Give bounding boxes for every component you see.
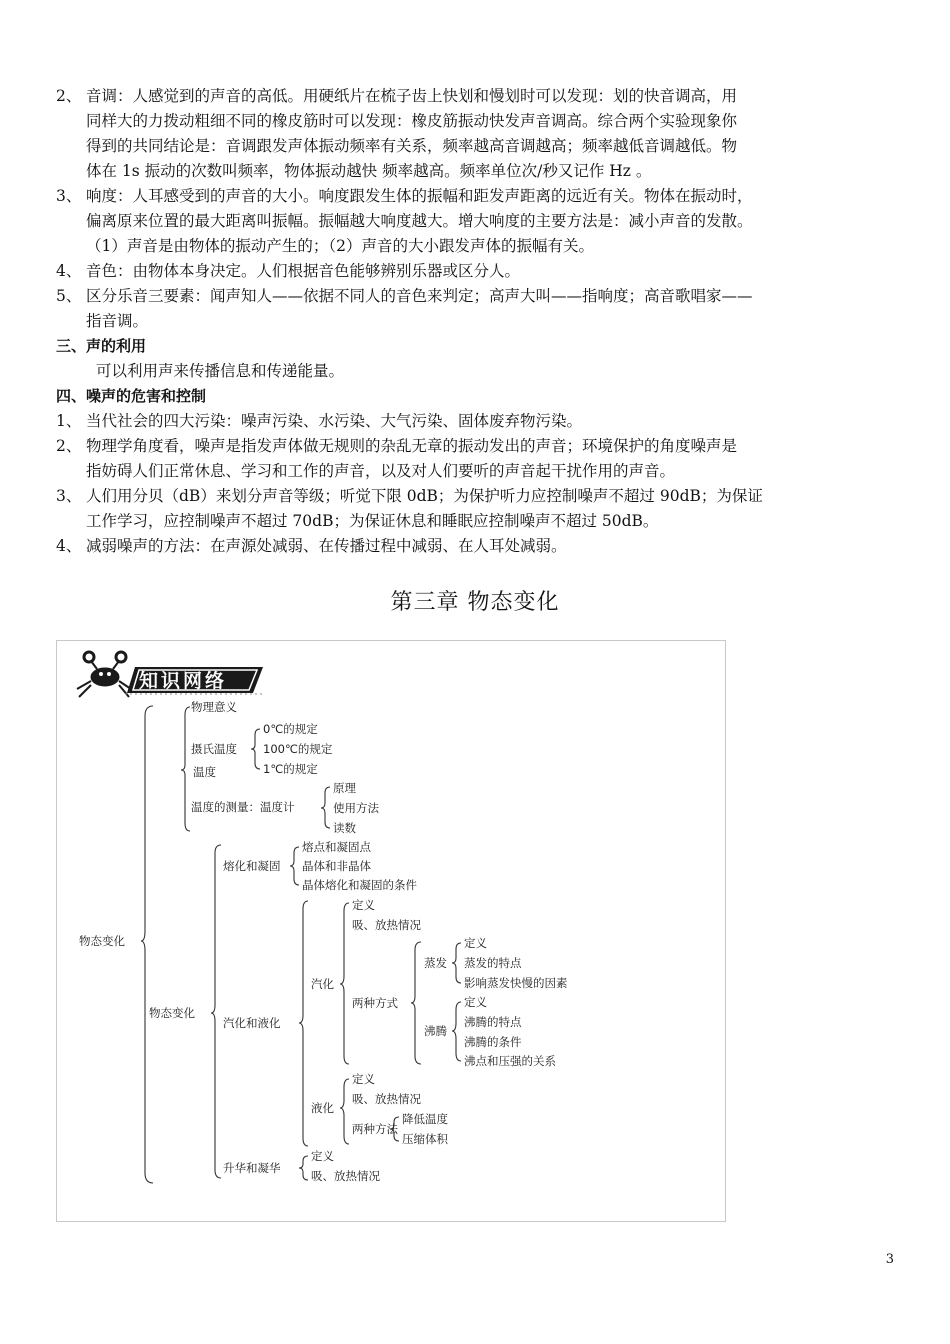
item-text-continued: 指音调。 xyxy=(86,312,149,330)
node-celsius: 摄氏温度 xyxy=(191,742,237,756)
sound-item-4 xyxy=(56,284,896,334)
leaf-measure-reading: 读数 xyxy=(333,821,356,835)
noise-item-3 xyxy=(56,484,896,534)
leaf-measure-principle: 原理 xyxy=(333,781,356,795)
chapter-title: 第三章 物态变化 xyxy=(390,590,560,615)
item-text: 当代社会的四大污染：噪声污染、水污染、大气污染、固体废弃物污染。 xyxy=(86,412,583,430)
item-text-continued: （1）声音是由物体的振动产生的；（2）声音的大小跟发声体的振幅有关。 xyxy=(86,237,594,255)
node-melting: 熔化和凝固 xyxy=(223,859,281,873)
node-liquefaction: 液化 xyxy=(311,1101,334,1115)
node-physical-meaning: 物理意义 xyxy=(191,700,237,714)
item-number: 4、 xyxy=(56,537,82,555)
item-text: 音调：人感觉到的声音的高低。用硬纸片在梳子齿上快划和慢划时可以发现：划的快音调高，用 xyxy=(86,87,738,105)
node-evaporation: 蒸发 xyxy=(424,956,447,970)
leaf-boil-feature: 沸腾的特点 xyxy=(464,1015,522,1029)
leaf-melting-condition: 晶体熔化和凝固的条件 xyxy=(302,878,417,892)
item-number: 4、 xyxy=(56,262,82,280)
noise-item-1 xyxy=(56,409,896,434)
leaf-sub-heat: 吸、放热情况 xyxy=(311,1169,380,1183)
leaf-evap-def: 定义 xyxy=(464,936,487,950)
leaf-lower-temp: 降低温度 xyxy=(402,1112,448,1126)
leaf-vapor-def: 定义 xyxy=(352,898,375,912)
leaf-melting-point: 熔点和凝固点 xyxy=(302,840,371,854)
banner xyxy=(77,652,265,697)
node-measurement: 温度的测量：温度计 xyxy=(191,800,295,814)
item-text-continued: 偏离原来位置的最大距离叫振幅。振幅越大响度越大。增大响度的主要方法是：减小声音的发散。 xyxy=(86,212,753,230)
item-text: 音色：由物体本身决定。人们根据音色能够辨别乐器或区分人。 xyxy=(86,262,521,280)
leaf-celsius-0: 0℃的规定 xyxy=(263,722,318,736)
leaf-liq-def: 定义 xyxy=(352,1072,375,1086)
node-root: 物态变化 xyxy=(79,934,125,948)
item-text: 减弱噪声的方法：在声源处减弱、在传播过程中减弱、在人耳处减弱。 xyxy=(86,537,567,555)
item-number: 3、 xyxy=(56,487,82,505)
sound-item-3 xyxy=(56,259,896,284)
body-text xyxy=(56,84,896,559)
leaf-boil-condition: 沸腾的条件 xyxy=(464,1035,522,1049)
item-text-continued: 同样大的力拨动粗细不同的橡皮筋时可以发现：橡皮筋振动快发声音调高。综合两个实验现象你 xyxy=(86,112,738,130)
item-text: 人们用分贝（dB）来划分声音等级；听觉下限 0dB；为保护听力应控制噪声不超过 90dB；为保证 xyxy=(86,487,763,505)
item-text: 区分乐音三要素：闻声知人——依据不同人的音色来判定；高声大叫——指响度；高音歌唱家—— xyxy=(86,287,753,305)
leaf-crystal: 晶体和非晶体 xyxy=(302,859,371,873)
leaf-boil-pressure: 沸点和压强的关系 xyxy=(464,1054,556,1068)
item-text-continued: 工作学习，应控制噪声不超过 70dB；为保证休息和睡眠应控制噪声不超过 50dB。 xyxy=(86,512,659,530)
leaf-compress: 压缩体积 xyxy=(402,1132,448,1146)
node-boiling: 沸腾 xyxy=(424,1024,447,1038)
diagram-labels xyxy=(79,700,568,1183)
item-number: 3、 xyxy=(56,187,82,205)
item-text-continued: 体在 1s 振动的次数叫频率，物体振动越快 频率越高。频率单位次/秒又记作 Hz 。 xyxy=(86,162,652,180)
item-number: 1、 xyxy=(56,412,82,430)
leaf-measure-usage: 使用方法 xyxy=(333,801,379,815)
node-vap-liq: 汽化和液化 xyxy=(223,1016,281,1030)
banner-title: 知识网络 xyxy=(139,670,228,692)
node-temperature: 温度 xyxy=(193,765,216,779)
node-state-change: 物态变化 xyxy=(149,1006,195,1020)
item-text-continued: 得到的共同结论是：音调跟发声体振动频率有关系，频率越高音调越高；频率越低音调越低。物 xyxy=(86,137,738,155)
item-number: 5、 xyxy=(56,287,82,305)
crab-icon xyxy=(77,652,131,697)
leaf-celsius-1: 1℃的规定 xyxy=(263,762,318,776)
node-two-ways: 两种方式 xyxy=(352,996,398,1010)
item-number: 2、 xyxy=(56,87,82,105)
node-sublimation: 升华和凝华 xyxy=(223,1161,281,1175)
noise-items xyxy=(56,409,896,559)
leaf-evap-factor: 影响蒸发快慢的因素 xyxy=(464,976,568,990)
leaf-vapor-heat: 吸、放热情况 xyxy=(352,918,421,932)
noise-item-4 xyxy=(56,534,896,559)
node-vaporization: 汽化 xyxy=(311,977,334,991)
item-text: 响度：人耳感受到的声音的大小。响度跟发生体的振幅和距发声距离的远近有关。物体在振动时， xyxy=(86,187,753,205)
item-text: 物理学角度看，噪声是指发声体做无规则的杂乱无章的振动发出的声音；环境保护的角度噪声是 xyxy=(86,437,738,455)
section-3-text: 可以利用声来传播信息和传递能量。 xyxy=(96,362,345,380)
sound-item-1 xyxy=(56,84,896,184)
noise-item-2 xyxy=(56,434,896,484)
diagram-canvas xyxy=(57,641,725,1221)
item-number: 2、 xyxy=(56,437,82,455)
sound-items xyxy=(56,84,896,334)
sound-item-2 xyxy=(56,184,896,259)
leaf-sub-def: 定义 xyxy=(311,1149,334,1163)
section-3-title: 三、声的利用 xyxy=(56,337,147,355)
node-two-methods: 两种方法 xyxy=(352,1122,398,1136)
knowledge-network-diagram xyxy=(56,640,726,1222)
leaf-evap-feature: 蒸发的特点 xyxy=(464,956,522,970)
item-text-continued: 指妨碍人们正常休息、学习和工作的声音，以及对人们要听的声音起干扰作用的声音。 xyxy=(86,462,676,480)
leaf-liq-heat: 吸、放热情况 xyxy=(352,1092,421,1106)
leaf-celsius-100: 100℃的规定 xyxy=(263,742,333,756)
section-4-title: 四、噪声的危害和控制 xyxy=(56,387,207,405)
page-number: 3 xyxy=(885,1252,894,1267)
leaf-boil-def: 定义 xyxy=(464,995,487,1009)
